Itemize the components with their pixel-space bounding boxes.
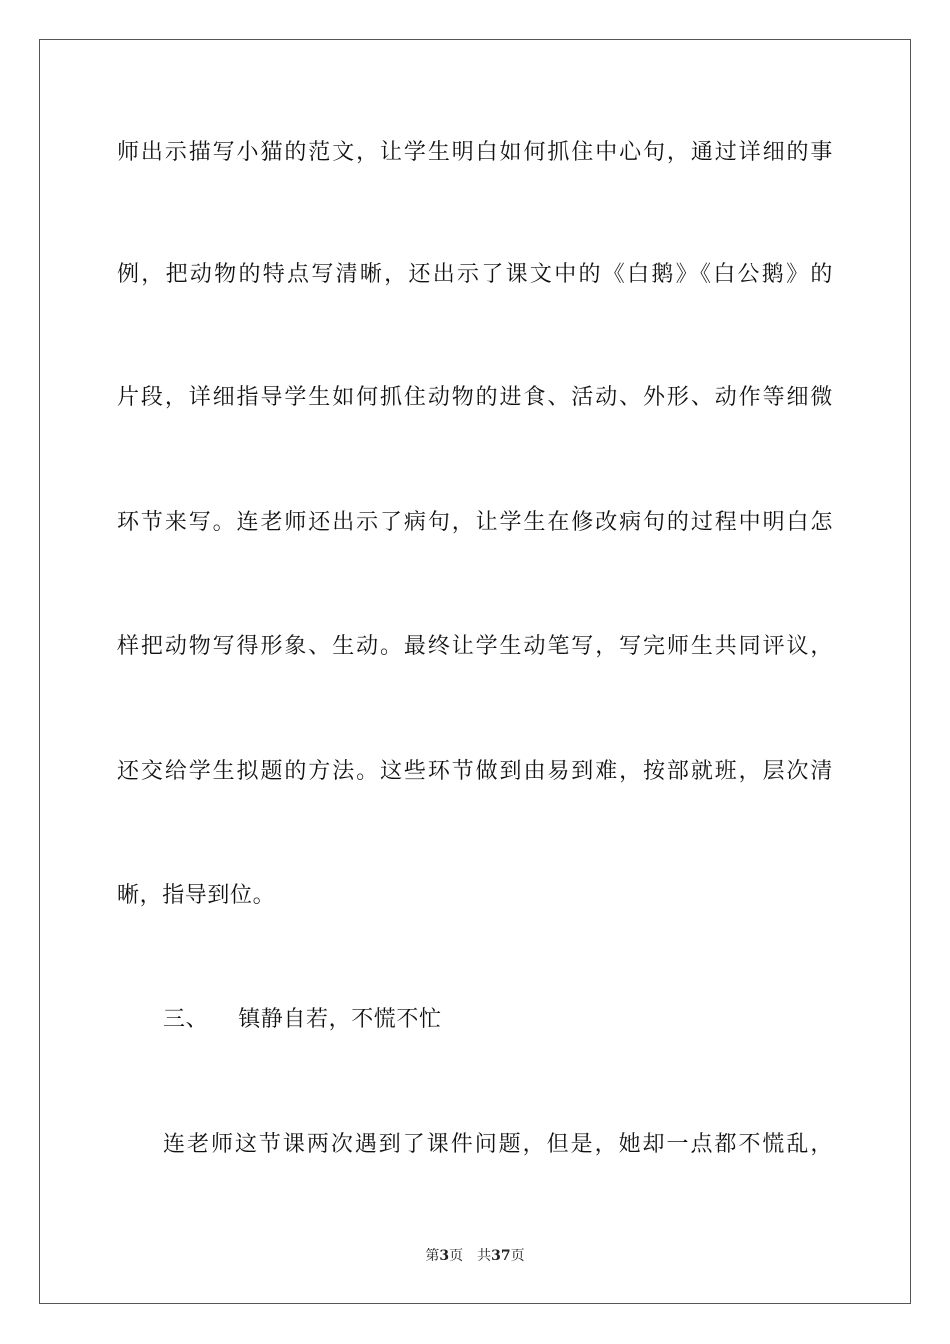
paragraph-line-6: 还交给学生拟题的方法。这些环节做到由易到难，按部就班，层次清 xyxy=(117,759,833,784)
paragraph-line-5: 样把动物写得形象、生动。最终让学生动笔写，写完师生共同评议， xyxy=(117,634,833,659)
paragraph-line-1: 师出示描写小猫的范文，让学生明白如何抓住中心句，通过详细的事 xyxy=(117,140,833,165)
footer-page-suffix: 页 xyxy=(449,1248,464,1264)
paragraph-line-8: 连老师这节课两次遇到了课件问题，但是，她却一点都不慌乱， xyxy=(163,1132,833,1157)
footer-page-current: 3 xyxy=(439,1248,450,1264)
section-heading xyxy=(163,1005,442,1035)
paragraph-line-2: 例，把动物的特点写清晰，还出示了课文中的《白鹅》《白公鹅》的 xyxy=(117,262,833,287)
footer-total-prefix: 共 xyxy=(477,1248,492,1264)
paragraph-line-3: 片段，详细指导学生如何抓住动物的进食、活动、外形、动作等细微 xyxy=(117,385,833,410)
footer-page-total: 37 xyxy=(491,1248,511,1264)
page-footer xyxy=(0,1246,950,1266)
footer-total-suffix: 页 xyxy=(510,1248,525,1264)
section-number: 三、 xyxy=(163,1007,209,1032)
paragraph-line-4: 环节来写。连老师还出示了病句，让学生在修改病句的过程中明白怎 xyxy=(117,510,833,535)
footer-page-prefix: 第 xyxy=(425,1248,440,1264)
page-border xyxy=(39,39,911,1304)
paragraph-line-7: 晰，指导到位。 xyxy=(117,883,276,908)
section-title: 镇静自若，不慌不忙 xyxy=(238,1007,442,1032)
